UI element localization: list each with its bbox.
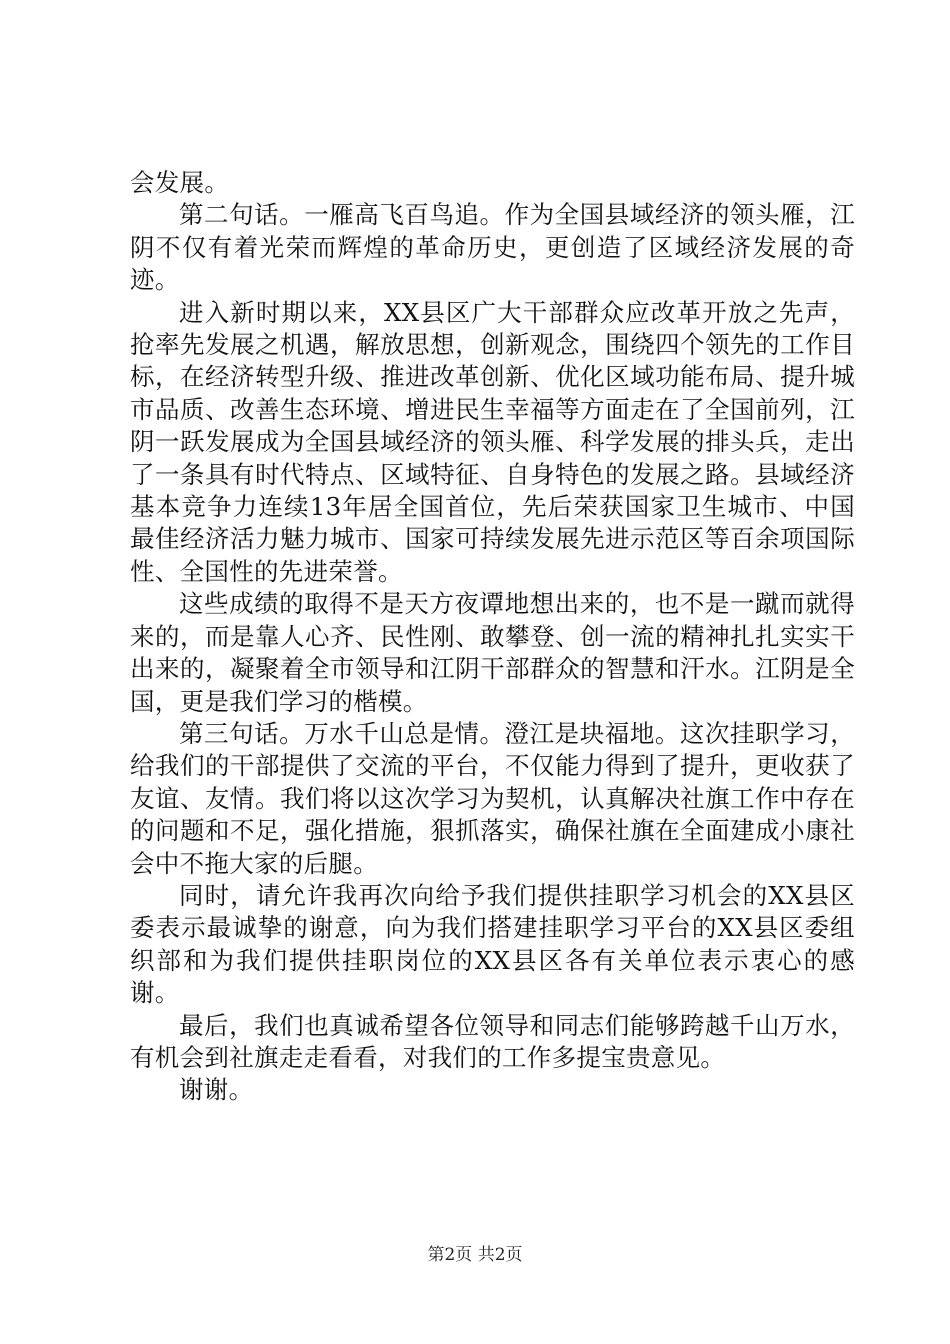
page-footer: 第2页 共2页: [427, 1245, 523, 1265]
paragraph-thanks: 同时，请允许我再次向给予我们提供挂职学习机会的XX县区委表示最诚挚的谢意，向为我们搭建挂职学习平台的XX县区委组织部和为我们提供挂职岗位的XX县区各有关单位表示衷心的感谢。: [130, 880, 855, 1008]
paragraph-new-era: 进入新时期以来，XX县区广大干部群众应改革开放之先声，抢率先发展之机遇，解放思想，创新观念，围绕四个领先的工作目标，在经济转型升级、推进改革创新、优化区域功能布局、提升城市品质、改善生态环境、增进民生幸福等方面走在了全国前列，江阴一跃发展成为全国县域经济的领头雁、科学发展的排头兵，走出了一条具有时代特点、区域特征、自身特色的发展之路。县域经济基本竞争力连续13年居全国首位，先后荣获国家卫生城市、中国最佳经济活力魅力城市、国家可持续发展先进示范区等百余项国际性、全国性的先进荣誉。: [130, 297, 855, 586]
paragraph-closing-wish: 最后，我们也真诚希望各位领导和同志们能够跨越千山万水，有机会到社旗走走看看，对我们的工作多提宝贵意见。: [130, 1010, 855, 1072]
document-body: [130, 167, 855, 1107]
paragraph-thank-you: 谢谢。: [179, 1075, 254, 1105]
paragraph-second-point: 第二句话。一雁高飞百鸟追。作为全国县域经济的领头雁，江阴不仅有着光荣而辉煌的革命历史，更创造了区域经济发展的奇迹。: [130, 200, 855, 295]
paragraph-continuation: 会发展。: [130, 168, 230, 197]
paragraph-achievements: 这些成绩的取得不是天方夜谭地想出来的，也不是一蹴而就得来的，而是靠人心齐、民性刚、敢攀登、创一流的精神扎扎实实干出来的，凝聚着全市领导和江阴干部群众的智慧和汗水。江阴是全国，更是我们学习的楷模。: [130, 589, 855, 716]
paragraph-third-point: 第三句话。万水千山总是情。澄江是块福地。这次挂职学习，给我们的干部提供了交流的平台，不仅能力得到了提升，更收获了友谊、友情。我们将以这次学习为契机，认真解决社旗工作中存在的问题和不足，强化措施，狠抓落实，确保社旗在全面建成小康社会中不拖大家的后腿。: [130, 718, 855, 878]
